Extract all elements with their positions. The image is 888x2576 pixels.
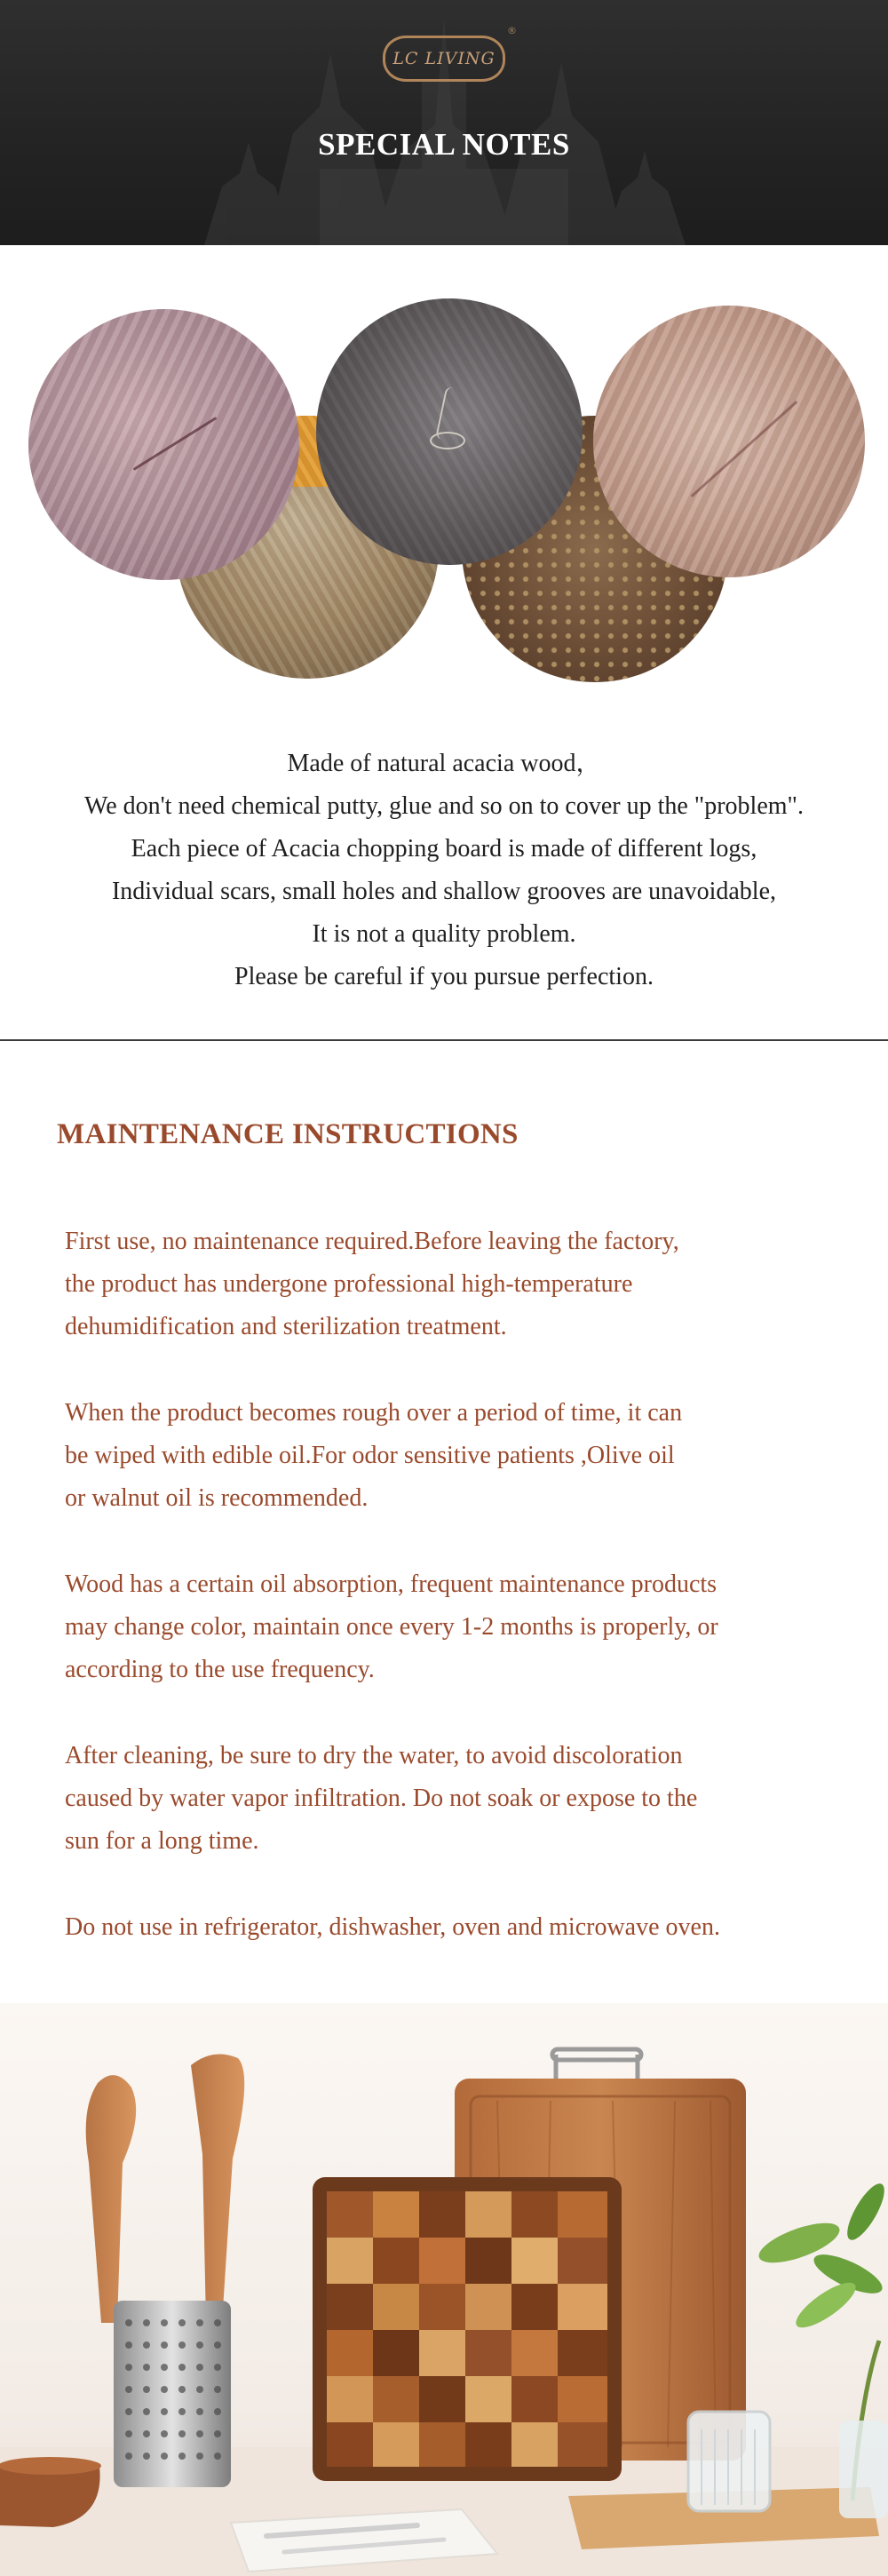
paragraph-line: the product has undergone professional high-temperature xyxy=(65,1270,633,1298)
section-divider xyxy=(0,1039,888,1041)
paragraph-line: First use, no maintenance required.Before leaving the factory, xyxy=(65,1228,679,1255)
brand-logo xyxy=(383,36,505,82)
maintenance-paragraph-1 xyxy=(65,1220,846,1348)
cutting-boards-illustration xyxy=(0,2003,888,2576)
wood-defects-collage xyxy=(0,245,888,725)
maintenance-paragraph-2 xyxy=(65,1392,846,1520)
paragraph-line: may change color, maintain once every 1-2 months is properly, or xyxy=(65,1613,718,1641)
product-photo xyxy=(0,2003,888,2576)
maintenance-paragraph-5 xyxy=(65,1906,846,1949)
note-line: It is not a quality problem. xyxy=(312,920,576,948)
paragraph-line: Wood has a certain oil absorption, frequent maintenance products xyxy=(65,1570,718,1598)
note-line: Made of natural acacia wood， xyxy=(287,750,601,777)
wood-sample-image-1 xyxy=(28,309,299,580)
note-line: We don't need chemical putty, glue and so on to cover up the "problem". xyxy=(84,792,804,820)
maintenance-paragraph-3 xyxy=(65,1563,846,1691)
wood-sample-image-3 xyxy=(316,298,583,565)
registered-mark: ® xyxy=(507,25,517,36)
page-title: SPECIAL NOTES xyxy=(318,127,570,162)
paragraph-line: be wiped with edible oil.For odor sensitive patients ,Olive oil xyxy=(65,1442,675,1469)
wood-sample-image-5 xyxy=(593,306,865,577)
paragraph-line: caused by water vapor infiltration. Do not soak or expose to the xyxy=(65,1785,698,1812)
note-line: Individual scars, small holes and shallow grooves are unavoidable, xyxy=(111,878,777,905)
paragraph-line: Do not use in refrigerator, dishwasher, oven and microwave oven. xyxy=(65,1913,720,1941)
paragraph-line: After cleaning, be sure to dry the water, to avoid discoloration xyxy=(65,1742,683,1769)
paragraph-line: When the product becomes rough over a period of time, it can xyxy=(65,1399,683,1427)
header-banner xyxy=(0,0,888,245)
paragraph-line: according to the use frequency. xyxy=(65,1656,375,1683)
brand-logo-text: LC LIVING xyxy=(392,49,496,68)
paragraph-line: dehumidification and sterilization treatment. xyxy=(65,1313,507,1340)
special-notes-text xyxy=(0,743,888,998)
note-line: Please be careful if you pursue perfection. xyxy=(234,963,654,990)
paragraph-line: sun for a long time. xyxy=(65,1827,259,1855)
maintenance-title: MAINTENANCE INSTRUCTIONS xyxy=(57,1118,519,1150)
note-line: Each piece of Acacia chopping board is made of different logs, xyxy=(131,835,757,863)
maintenance-paragraph-4 xyxy=(65,1735,846,1863)
paragraph-line: or walnut oil is recommended. xyxy=(65,1484,369,1512)
